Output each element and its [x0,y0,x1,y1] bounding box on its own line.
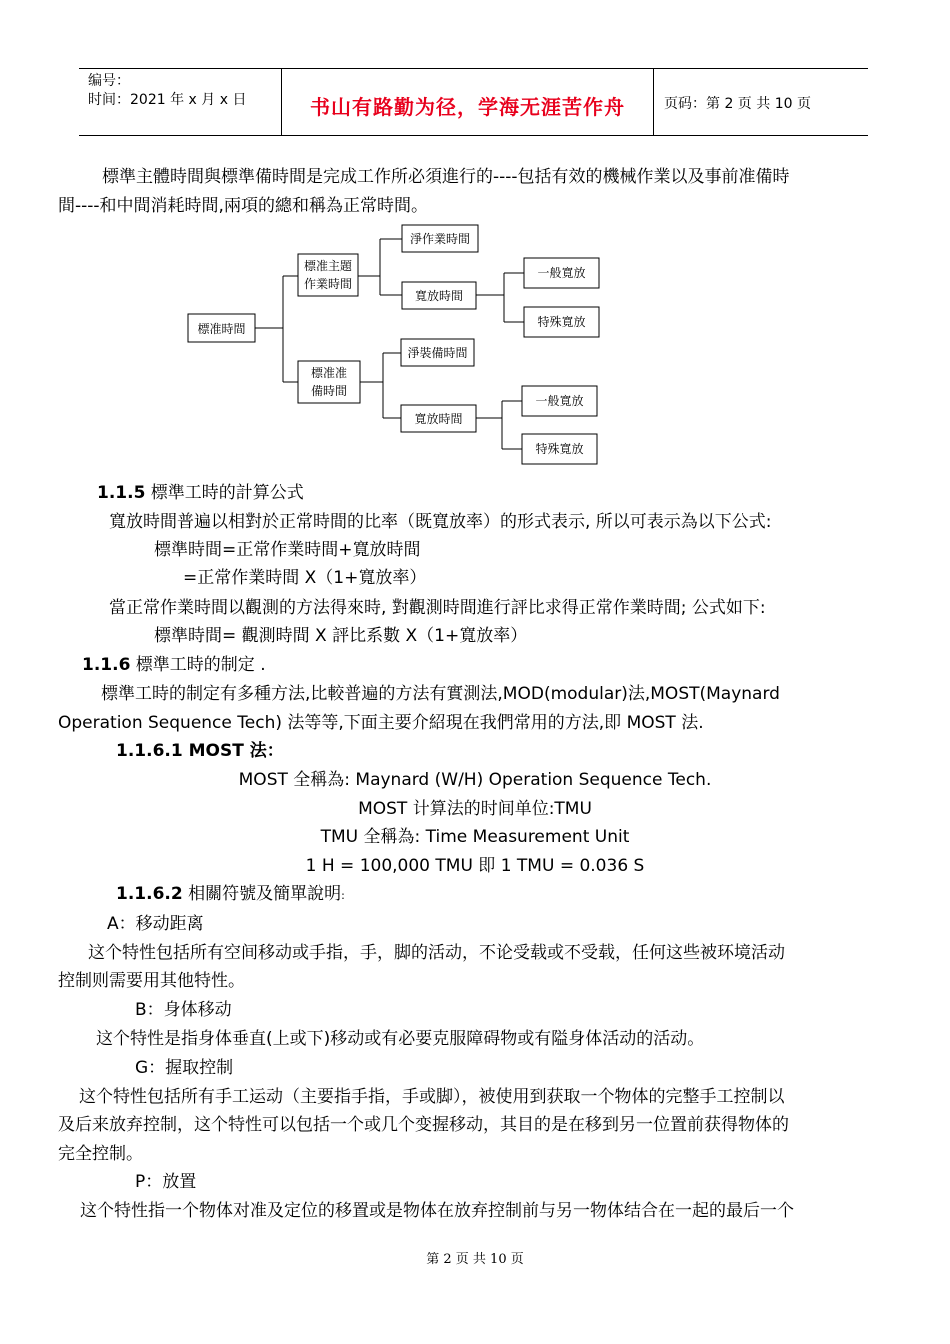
section-1-1-6-1-heading: 1.1.6.1 MOST 法： [116,741,284,761]
node-main-work-time [298,254,358,296]
s1161-line-2: MOST 计算法的时间单位:TMU [358,799,592,819]
s1161-line-4: 1 H = 100,000 TMU 即 1 TMU = 0.036 S [305,856,645,876]
node-main-work-label-1: 標准主題 [303,259,353,273]
b-label: B：身体移动 [135,1000,232,1020]
s115-line-5: 標準時間= 觀測時間 X 評比系數 X（1+寬放率） [154,626,528,646]
node-allowance-1-label: 寬放時間 [414,289,464,303]
standard-time-tree-diagram [0,0,950,480]
node-main-work-label-2: 作業時間 [303,277,353,291]
s1161-line-1: MOST 全稱為: Maynard (W/H) Operation Sequence Tech. [238,770,712,790]
node-allowance-2-label: 寬放時間 [414,412,463,426]
header-motto: 书山有路勤为径，学海无涯苦作舟 [310,95,625,119]
intro-line-1: 標準主體時間與標準備時間是完成工作所必須進行的----包括有效的機械作業以及事前准備時 [102,167,790,187]
node-prep-label-1: 標准准 [310,366,348,380]
s116-line-2: Operation Sequence Tech) 法等等,下面主要介紹現在我們常用的方法,即 MOST 法. [58,713,704,733]
intro-line-2: 間----和中間消耗時間,兩項的總和稱為正常時間。 [58,196,428,216]
s115-line-3: =正常作業時間 X（1+寬放率） [183,568,427,588]
node-prep-label-2: 備時間 [310,384,348,398]
p-text-1: 这个特性指一个物体对准及定位的移置或是物体在放弃控制前与另一物体结合在一起的最后一个 [80,1201,794,1221]
node-special-allowance-1 [524,307,599,337]
section-1-1-5-title: 標準工時的計算公式 [145,483,304,503]
g-text-2: 及后来放弃控制，这个特性可以包括一个或几个变握移动，其目的是在移到另一位置前获得物体的 [58,1115,789,1135]
section-1-1-6-2-colon: : [341,889,345,902]
node-net-prep-label: 淨裝備時間 [407,346,468,360]
section-1-1-6-2-title: 相關符號及簡單說明 [182,884,342,904]
section-1-1-6-number: 1.1.6 [82,655,131,675]
node-special-1-label: 特殊寬放 [537,315,586,329]
node-net-work-time [402,225,478,252]
p-label: P：放置 [135,1172,197,1192]
header-time-label: 时间：2021 年 x 月 x 日 [88,92,247,108]
g-label: G：握取控制 [135,1058,234,1078]
a-label: A：移动距离 [107,914,204,934]
node-net-work-label: 淨作業時間 [409,232,471,246]
g-text-3: 完全控制。 [58,1144,143,1164]
section-1-1-5-number: 1.1.5 [97,483,146,503]
a-text-2: 控制则需要用其他特性。 [58,971,245,991]
s1161-line-3: TMU 全稱為: Time Measurement Unit [320,827,630,847]
node-allowance-time-1 [402,282,476,309]
section-1-1-5-heading [97,482,304,504]
s115-line-4: 當正常作業時間以觀測的方法得來時, 對觀測時間進行評比求得正常作業時間; 公式如下: [109,598,766,618]
b-text-1: 这个特性是指身体垂直(上或下)移动或有必要克服障碍物或有隘身体活动的活动。 [96,1029,705,1049]
node-allowance-time-2 [401,405,476,432]
s116-line-1: 標準工時的制定有多種方法,比較普遍的方法有實測法,MOD(modular)法,MOST(Maynard [101,684,780,704]
s115-line-1: 寬放時間普遍以相對於正常時間的比率（既寬放率）的形式表示, 所以可表示為以下公式: [109,512,772,532]
node-general-allowance-2 [522,386,597,416]
section-1-1-6-heading [82,654,266,676]
header-code-label: 编号： [88,73,130,89]
node-general-2-label: 一般寬放 [535,394,584,408]
node-standard-time-label: 標准時間 [197,322,246,336]
g-text-1: 这个特性包括所有手工运动（主要指手指，手或脚），被使用到获取一个物体的完整手工控制以 [79,1087,785,1107]
node-special-allowance-2 [522,434,597,464]
node-special-2-label: 特殊寬放 [535,442,584,456]
node-prep-time [298,361,360,403]
node-net-prep-time [401,339,474,366]
a-text-1: 这个特性包括所有空间移动或手指，手，脚的活动，不论受载或不受载，任何这些被环境活动 [88,943,785,963]
node-general-1-label: 一般寬放 [537,266,586,280]
page-footer: 第 2 页 共 10 页 [426,1252,524,1267]
header-page-info: 页码：第 2 页 共 10 页 [664,96,811,112]
section-1-1-6-2-number: 1.1.6.2 [116,884,183,904]
section-1-1-6-2-heading [116,883,345,907]
section-1-1-6-title: 標準工時的制定 . [130,655,266,675]
s115-line-2: 標準時間=正常作業時間+寬放時間 [154,540,421,560]
node-general-allowance-1 [524,258,599,288]
node-standard-time [188,314,255,342]
